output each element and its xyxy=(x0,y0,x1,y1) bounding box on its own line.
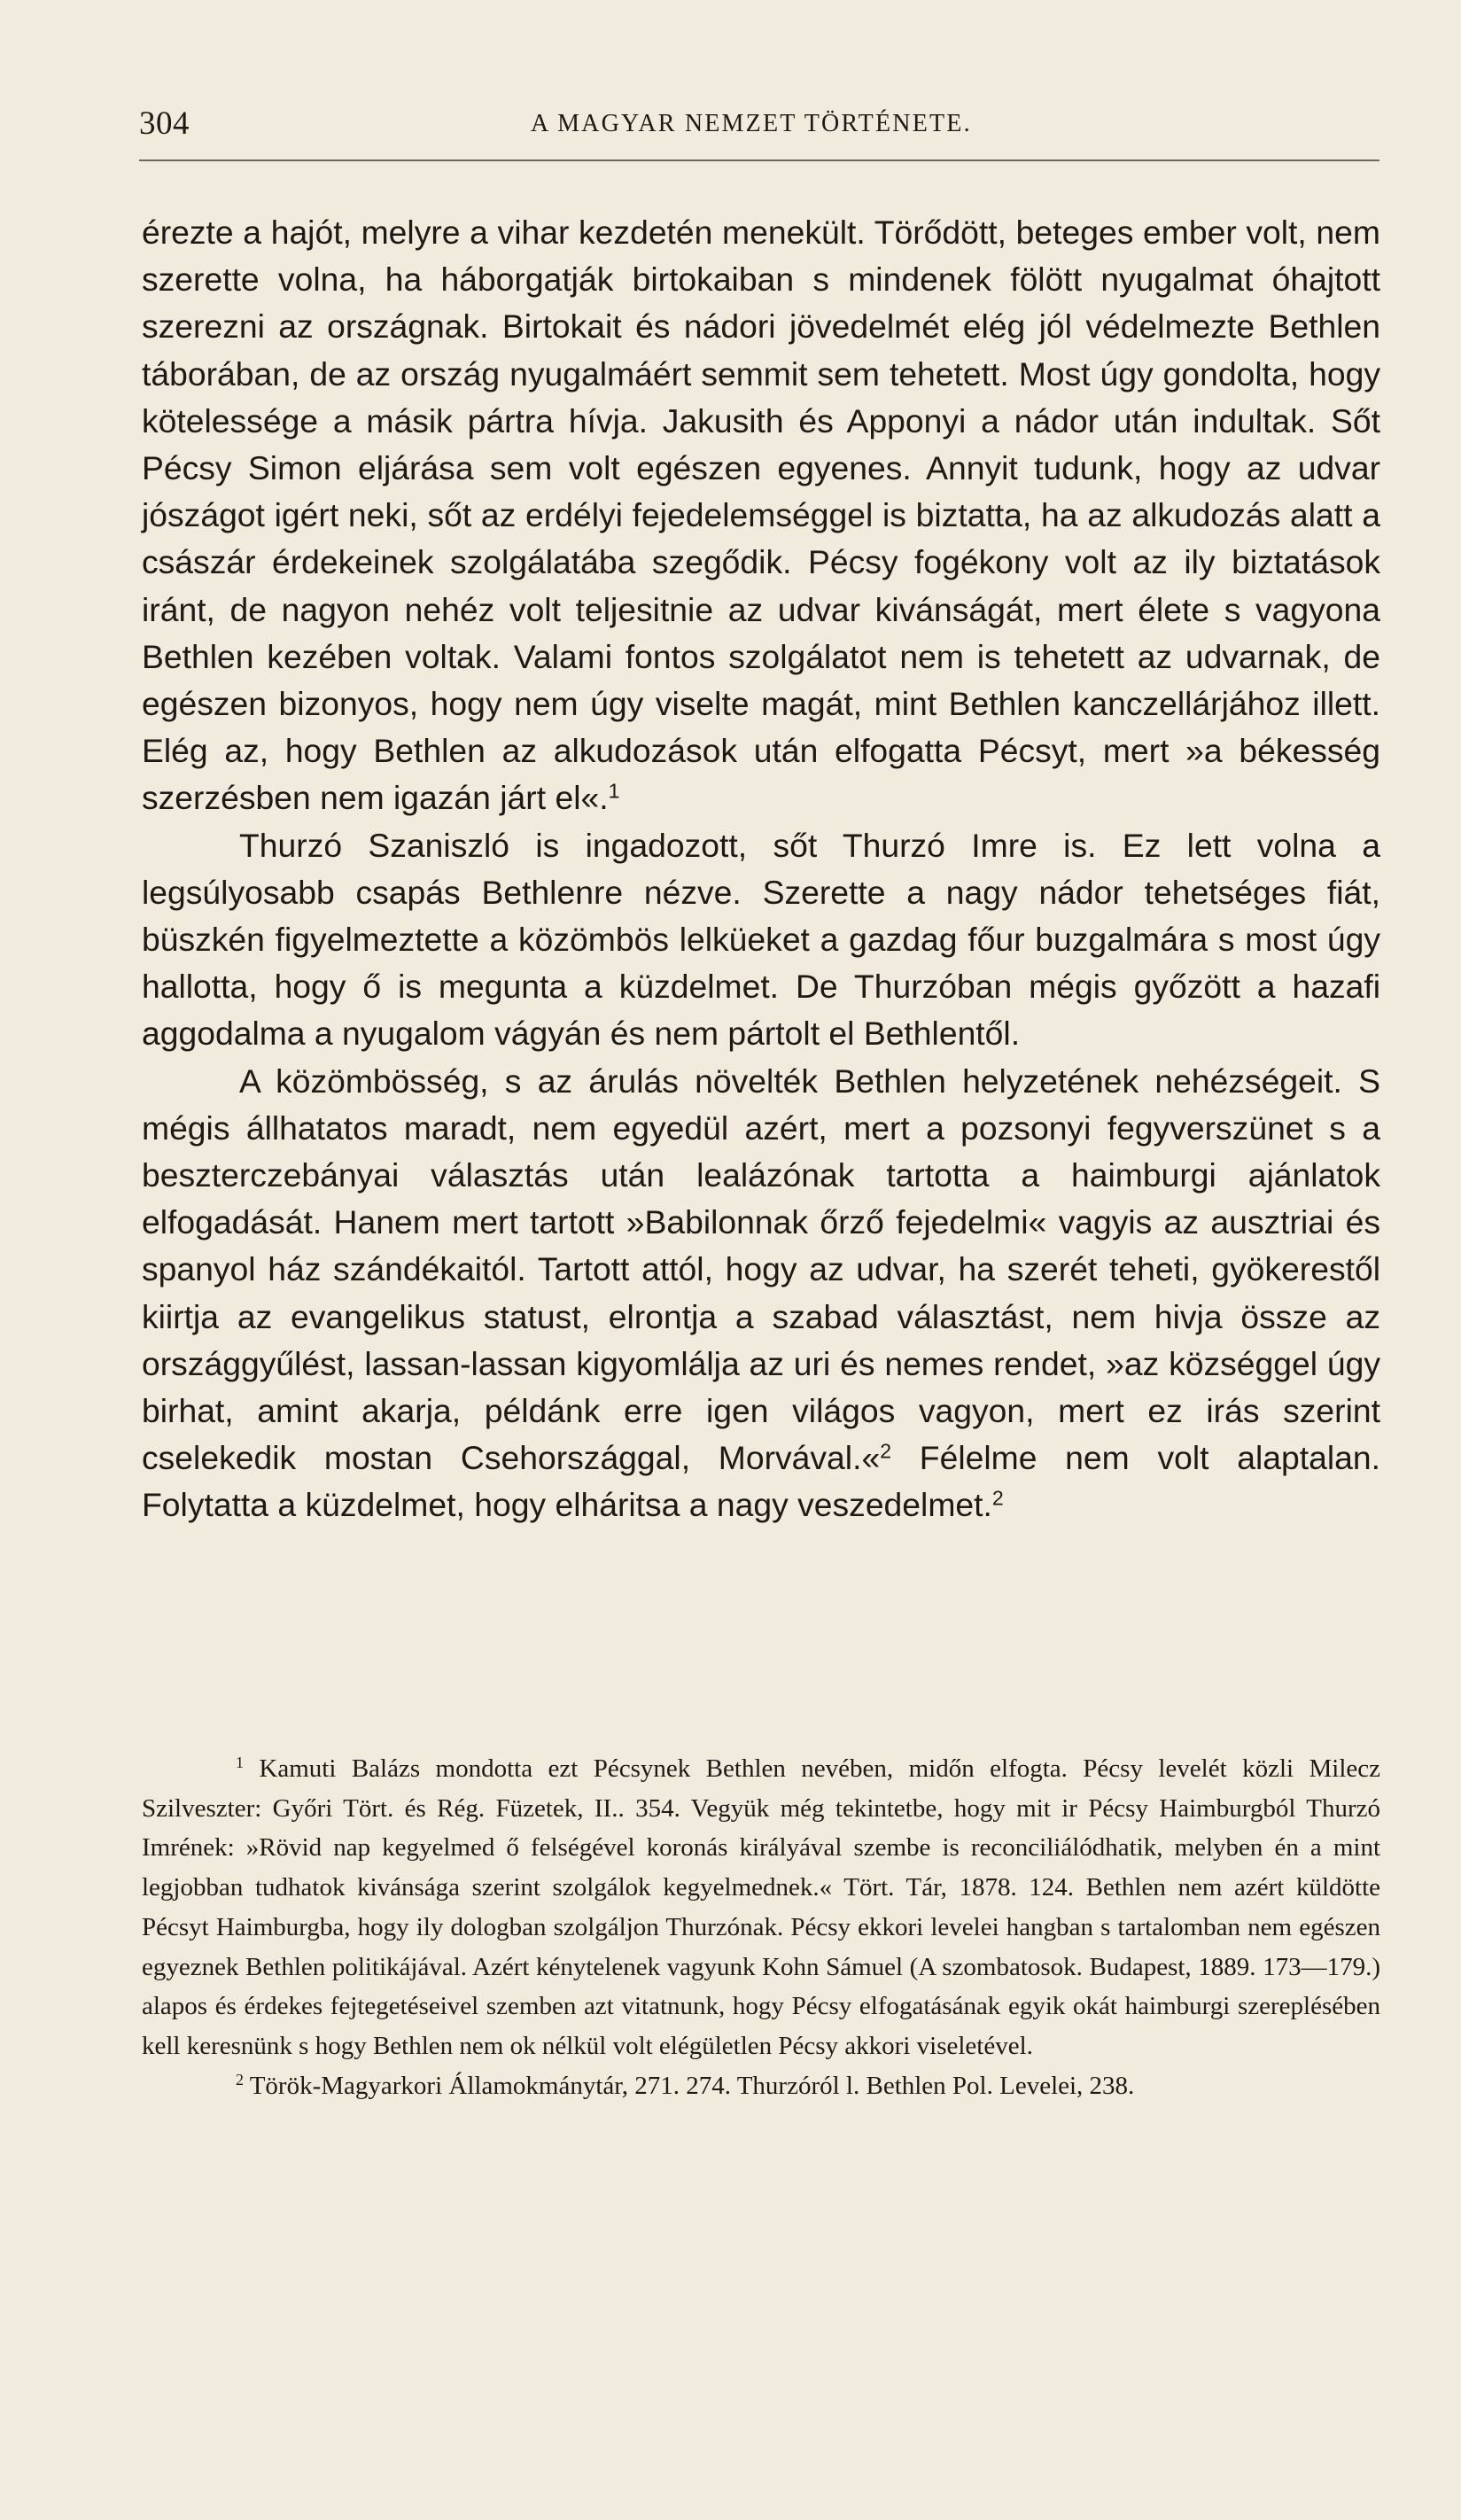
footnote xyxy=(142,1749,1380,2066)
paragraph-text: Thurzó Szaniszló is ingadozott, sőt Thurzó Imre is. Ez lett volna a legsúlyosabb csapás Bethlenre nézve. Szerette a nagy nádor tehetséges fiát, büszkén figyelmeztette a közömbös lelküeket a gazdag főur buzgalmára s most úgy hallotta, hogy ő is megunta a küzdelmet. De Thurzóban mégis győzött a hazafi aggodalma a nyugalom vágyán és nem pártolt el Bethlentől. xyxy=(142,826,1380,1053)
paragraph xyxy=(142,209,1380,822)
main-text xyxy=(142,209,1380,1529)
paragraph-text: érezte a hajót, melyre a vihar kezdetén menekült. Törődött, beteges ember volt, nem szerette volna, ha háborgatják birtokaiban s mindenek fölött nyugalmat óhajtott szerezni az országnak. Birtokait és nádori jövedelmét elég jól védelmezte Bethlen táborában, de az ország nyugalmáért semmit sem tehetett. Most úgy gondolta, hogy kötelessége a másik pártra hívja. Jakusith és Apponyi a nádor után indultak. Sőt Pécsy Simon eljárása sem volt egészen egyenes. Annyit tudunk, hogy az udvar jószágot igért neki, sőt az erdélyi fejedelemséggel is biztatta, ha az alkudozás alatt a császár érdekeinek szolgálatába szegődik. Pécsy fogékony volt az ily biztatások iránt, de nagyon nehéz volt teljesitnie az udvar kivánságát, mert élete s vagyona Bethlen kezében voltak. Valami fontos szolgálatot nem is tehetett az udvarnak, de egészen bizonyos, hogy nem úgy viselte magát, mint Bethlen kanczellárjához illett. Elég az, hogy Bethlen az alkudozások után elfogatta Pécsyt, mert »a békesség szerzésben nem igazán járt el«. xyxy=(142,214,1380,817)
footnote-ref: 2 xyxy=(880,1439,892,1463)
paragraph-tail-text: Félelme nem volt alaptalan. Folytatta a küzdelmet, hogy elháritsa a nagy veszedelmet. xyxy=(142,1439,1380,1524)
footnote-text: Török-Magyarkori Államokmánytár, 271. 274. Thurzóról l. Bethlen Pol. Levelei, 238. xyxy=(249,2071,1135,2100)
paragraph xyxy=(142,1058,1380,1529)
footnote-ref: 2 xyxy=(991,1486,1004,1510)
page-header xyxy=(139,105,1379,158)
footnote-text: Kamuti Balázs mondotta ezt Pécsynek Bethlen nevében, midőn elfogta. Pécsy levelét közli Milecz Szilveszter: Győri Tört. és Rég. Füzetek, II.. 354. Vegyük még tekintetbe, hogy mit ir Pécsy Haimburgból Thurzó Imrének: »Rövid nap kegyelmed ő felségével koronás királyával szembe is reconciliálódhatik, melyben én a mint legjobban tudhatok kivánsága szerint szolgálok kegyelmednek.« Tört. Tár, 1878. 124. Bethlen nem azért küldötte Pécsyt Haimburgba, hogy ily dologban szolgáljon Thurzónak. Pécsy ekkori levelei hangban s tartalomban nem egészen egyeznek Bethlen politikájával. Azért kénytelenek vagyunk Kohn Sámuel (A szombatosok. Budapest, 1889. 173—179.) alapos és érdekes fejtegetéseivel szemben azt vitatnunk, hogy Pécsy elfogatásának egyik okát haimburgi szereplésében kell keresnünk s hogy Bethlen nem ok nélkül volt elégületlen Pécsy akkori viseletével. xyxy=(142,1754,1381,2060)
footnote-marker: 2 xyxy=(236,2070,244,2088)
running-title: A MAGYAR NEMZET TÖRTÉNETE. xyxy=(531,110,972,137)
footnotes xyxy=(142,1749,1380,2105)
footnote-ref: 1 xyxy=(608,779,620,803)
paragraph xyxy=(142,822,1380,1058)
page-number: 304 xyxy=(139,105,190,142)
header-rule xyxy=(139,159,1379,161)
footnote-marker: 1 xyxy=(236,1754,244,1772)
paragraph-text: A közömbösség, s az árulás növelték Bethlen helyzetének nehézségeit. S mégis állhatatos maradt, nem egyedül azért, mert a pozsonyi fegyverszünet s a beszterczebányai választás után lealázónak tartotta a haimburgi ajánlatok elfogadását. Hanem mert tartott »Babilonnak őrző fejedelmi« vagyis az ausztriai és spanyol ház szándékaitól. Tartott attól, hogy az udvar, ha szerét teheti, gyökerestől kiirtja az evangelikus statust, elrontja a szabad választást, nem hivja össze az országgyűlést, lassan-lassan kigyomlálja az uri és nemes rendet, »az községgel úgy birhat, amint akarja, példánk erre igen világos vagyon, mert ez irás szerint cselekedik mostan Csehországgal, Morvával.« xyxy=(142,1062,1380,1477)
footnote xyxy=(142,2066,1380,2106)
